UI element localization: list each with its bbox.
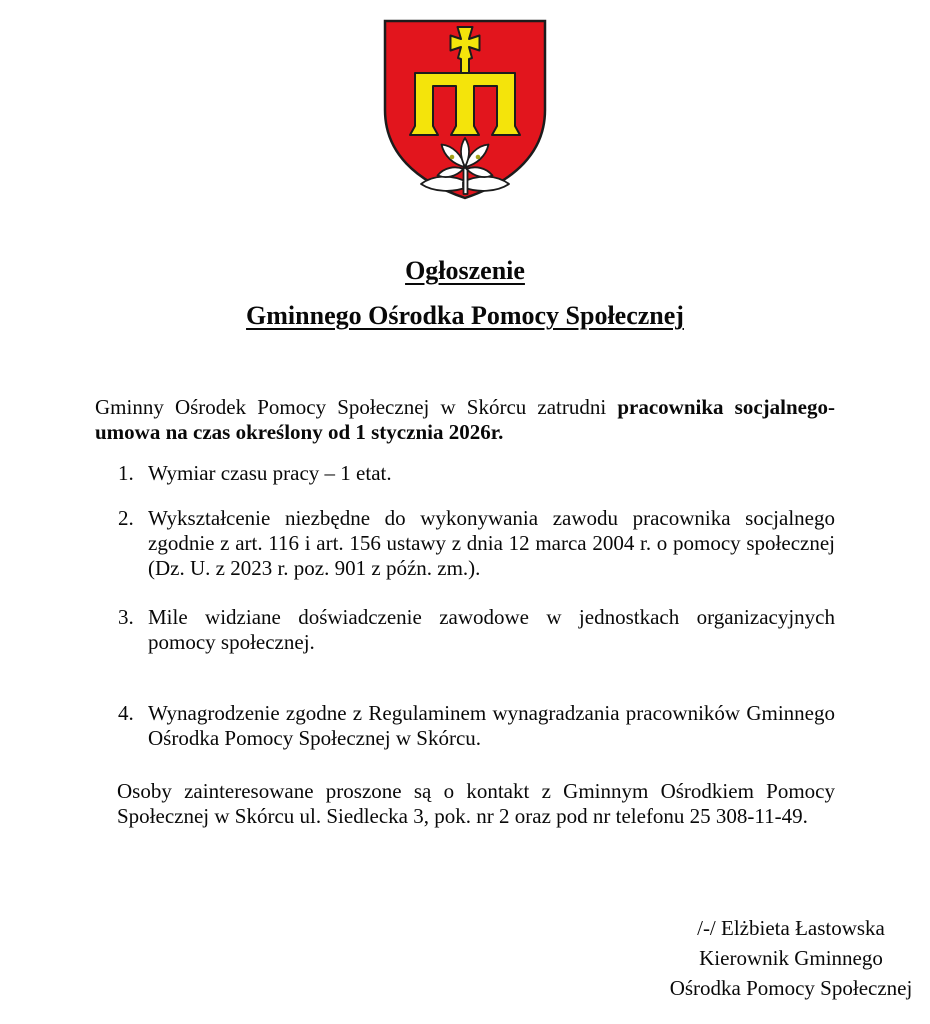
contact-paragraph: Osoby zainteresowane proszone są o kontakt z Gminnym Ośrodkiem Pomocy Społecznej w Skórcu ul. Siedlecka 3, pok. nr 2 oraz pod nr telefonu 25 308-11-49.	[117, 779, 835, 828]
intro-bold-text: pracownika socjalnego- umowa na czas określony od 1 stycznia 2026r.	[95, 395, 835, 444]
intro-regular-text: Gminny Ośrodek Pomocy Społecznej w Skórcu zatrudni	[95, 395, 618, 419]
document-subtitle: Gminnego Ośrodka Pomocy Społecznej	[246, 301, 684, 330]
list-item: Wykształcenie niezbędne do wykonywania zawodu pracownika socjalnego zgodnie z art. 116 i art. 156 ustawy z dnia 12 marca 2004 r. o pomocy społecznej (Dz. U. z 2023 r. poz. 901 z późn. zm.).	[148, 506, 835, 580]
title-block	[0, 256, 930, 331]
signature-block	[655, 913, 927, 1003]
signature-role-line1: Kierownik Gminnego	[699, 946, 883, 970]
document-body	[95, 395, 913, 1003]
requirements-list	[95, 461, 835, 751]
list-item: Wymiar czasu pracy – 1 etat.	[148, 461, 392, 485]
signature-name: /-/ Elżbieta Łastowska	[697, 916, 885, 940]
document-title: Ogłoszenie	[405, 256, 525, 285]
intro-paragraph	[95, 395, 835, 445]
list-item: Wynagrodzenie zgodne z Regulaminem wynagradzania pracowników Gminnego Ośrodka Pomocy Społecznej w Skórcu.	[148, 701, 835, 750]
crest-container	[0, 0, 930, 202]
signature-role-line2: Ośrodka Pomocy Społecznej	[669, 976, 913, 1000]
coat-of-arms-icon	[381, 18, 549, 202]
list-item: Mile widziane doświadczenie zawodowe w jednostkach organizacyjnych pomocy społecznej.	[148, 605, 835, 654]
